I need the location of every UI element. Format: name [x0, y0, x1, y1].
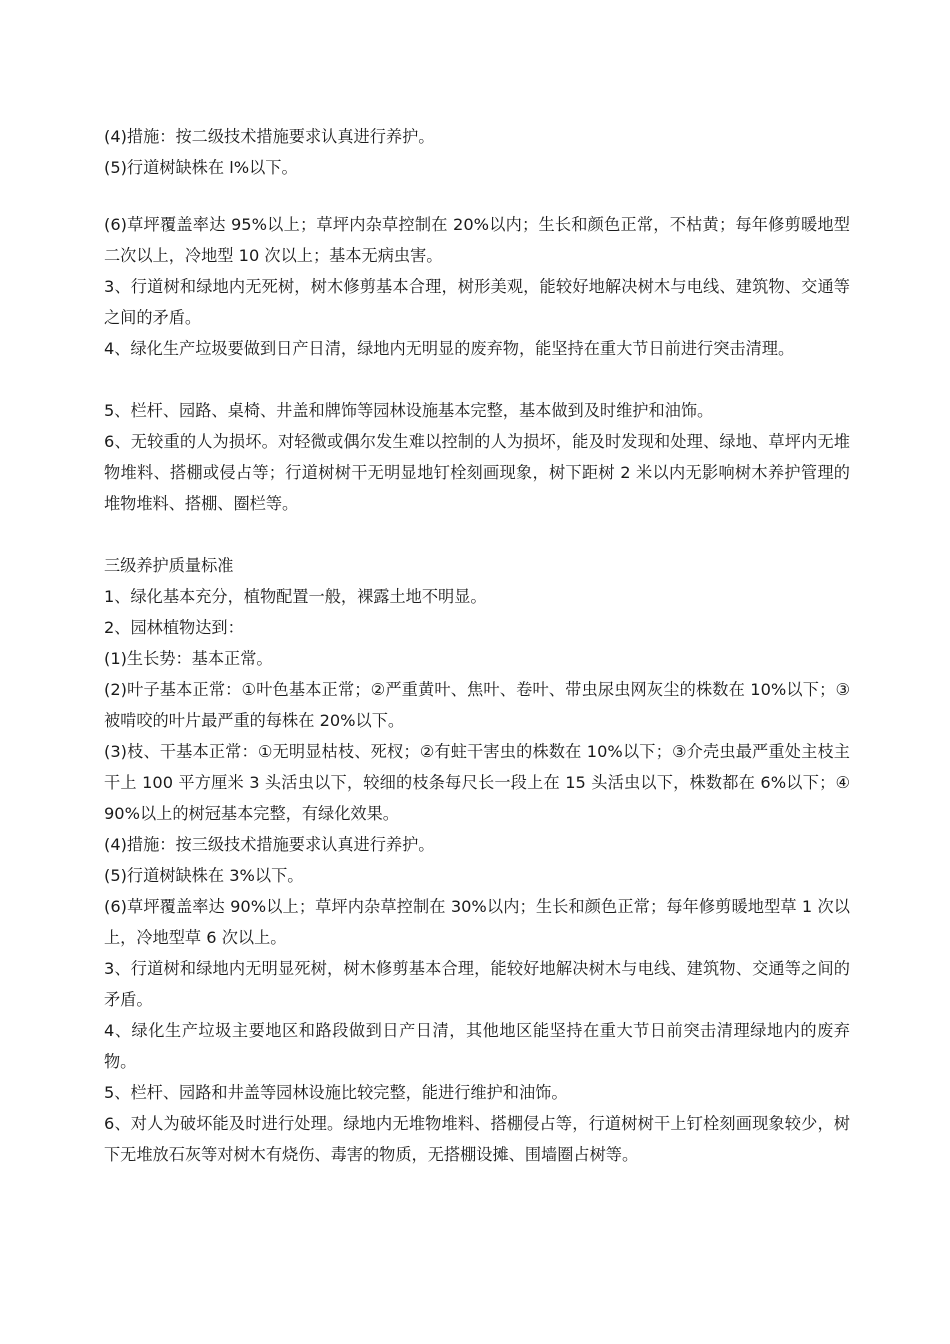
- paragraph-l3-missing-trees-5: (5)行道树缺株在 3%以下。: [104, 866, 304, 885]
- blank-line: [104, 183, 850, 209]
- paragraph-item-5: 5、栏杆、园路、桌椅、井盖和牌饰等园林设施基本完整，基本做到及时维护和油饰。: [104, 401, 714, 420]
- paragraph-item-4: 4、绿化生产垃圾要做到日产日清，绿地内无明显的废弃物，能坚持在重大节日前进行突击清理。: [104, 339, 795, 358]
- blank-line: [104, 364, 850, 395]
- paragraph-l3-item-6: 6、对人为破坏能及时进行处理。绿地内无堆物堆料、搭棚侵占等，行道树树干上钉栓刻画现象较少，树下无堆放石灰等对树木有烧伤、毒害的物质，无搭棚设摊、围墙圈占树等。: [104, 1114, 850, 1164]
- document-body: [104, 121, 850, 1170]
- paragraph-l3-item-5: 5、栏杆、园路和井盖等园林设施比较完整，能进行维护和油饰。: [104, 1083, 568, 1102]
- paragraph-l3-branches-3: (3)枝、干基本正常：①无明显枯枝、死杈；②有蛀干害虫的株数在 10%以下；③介壳虫最严重处主枝主干上 100 平方厘米 3 头活虫以下，较细的枝条每尺长一段上在 15 头活虫以下，株数都在 6%以下；④ 90%以上的树冠基本完整，有绿化效果。: [104, 742, 850, 823]
- paragraph-l3-measure-4: (4)措施：按三级技术措施要求认真进行养护。: [104, 835, 435, 854]
- paragraph-l3-item-3: 3、行道树和绿地内无明显死树，树木修剪基本合理，能较好地解决树木与电线、建筑物、交通等之间的矛盾。: [104, 959, 850, 1009]
- paragraph-l3-growth-1: (1)生长势：基本正常。: [104, 649, 273, 668]
- paragraph-l3-lawn-6: (6)草坪覆盖率达 90%以上；草坪内杂草控制在 30%以内；生长和颜色正常；每年修剪暖地型草 1 次以上，冷地型草 6 次以上。: [104, 897, 850, 947]
- paragraph-item-6: 6、无较重的人为损坏。对轻微或偶尔发生难以控制的人为损坏，能及时发现和处理、绿地、草坪内无堆物堆料、搭棚或侵占等；行道树树干无明显地钉栓刻画现象，树下距树 2 米以内无影响树木养护管理的堆物堆料、搭棚、圈栏等。: [104, 432, 850, 513]
- section-heading-level-3: 三级养护质量标准: [104, 556, 234, 575]
- paragraph-missing-trees-5: (5)行道树缺株在 l%以下。: [104, 158, 298, 177]
- paragraph-l3-item-1: 1、绿化基本充分，植物配置一般，裸露土地不明显。: [104, 587, 487, 606]
- paragraph-lawn-6: (6)草坪覆盖率达 95%以上；草坪内杂草控制在 20%以内；生长和颜色正常，不枯黄；每年修剪暖地型二次以上，冷地型 10 次以上；基本无病虫害。: [104, 215, 850, 265]
- paragraph-l3-leaves-2: (2)叶子基本正常：①叶色基本正常；②严重黄叶、焦叶、卷叶、带虫尿虫网灰尘的株数在 10%以下；③被啃咬的叶片最严重的每株在 20%以下。: [104, 680, 850, 730]
- paragraph-measure-4: (4)措施：按二级技术措施要求认真进行养护。: [104, 127, 435, 146]
- paragraph-item-3: 3、行道树和绿地内无死树，树木修剪基本合理，树形美观，能较好地解决树木与电线、建筑物、交通等之间的矛盾。: [104, 277, 850, 327]
- paragraph-l3-item-2: 2、园林植物达到：: [104, 618, 244, 637]
- blank-line: [104, 519, 850, 550]
- paragraph-l3-item-4: 4、绿化生产垃圾主要地区和路段做到日产日清，其他地区能坚持在重大节日前突击清理绿地内的废弃物。: [104, 1021, 850, 1071]
